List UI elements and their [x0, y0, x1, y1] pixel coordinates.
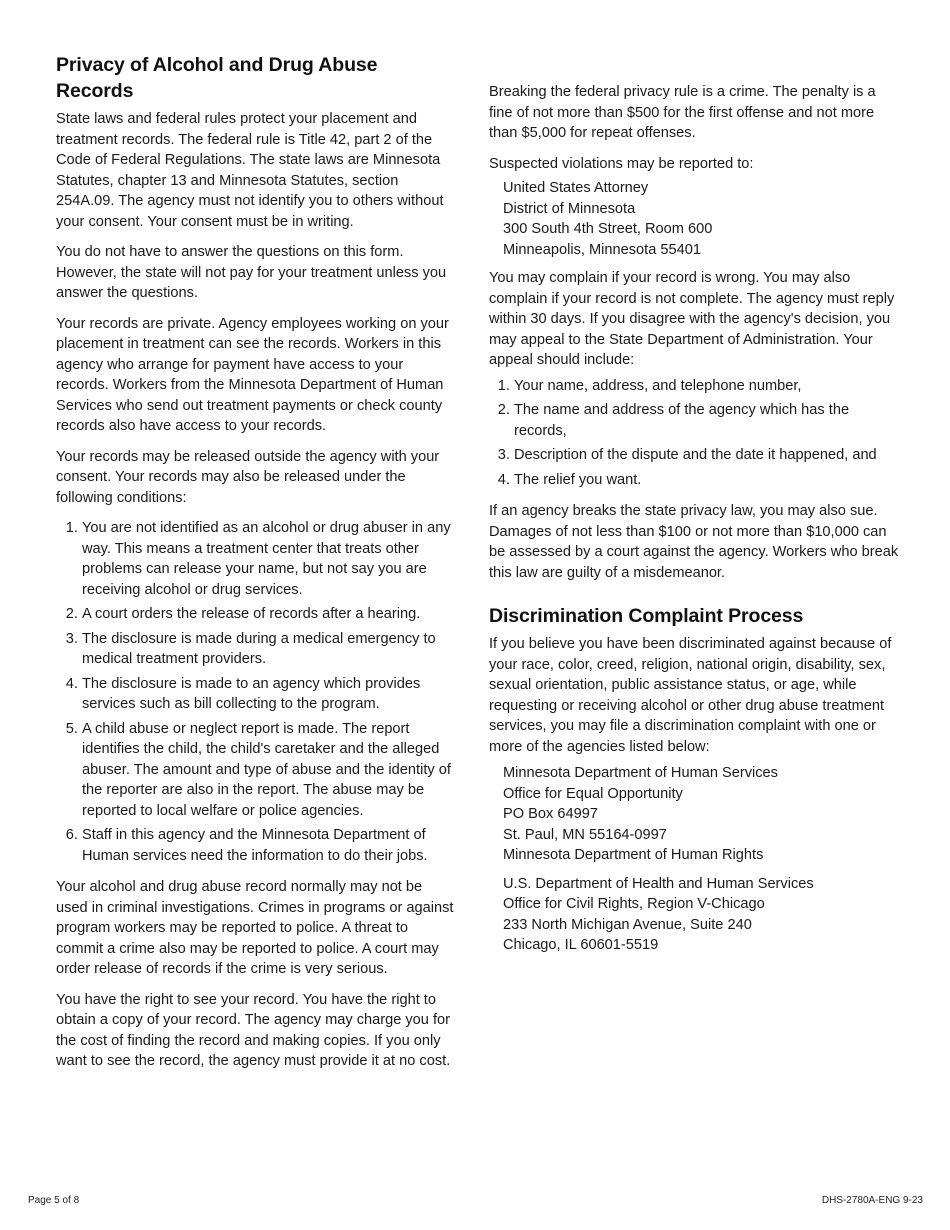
- attorney-address: [503, 178, 901, 260]
- paragraph-sue: If an agency breaks the state privacy law, you may also sue. Damages of not less than $100 or not more than $10,000 can be assessed by a court against the agency. Workers who break this law are guilty of a misdemeanor.: [489, 503, 899, 581]
- paragraph-complain: You may complain if your record is wrong. You may also complain if your record is not complete. The agency must reply within 30 days. If you disagree with the agency's decision, you may appeal to the State Department of Administration. Your appeal should include:: [489, 270, 895, 368]
- list-item: 1. You are not identified as an alcohol or drug abuser in any way. This means a treatment center that treats other problems can release your name, but not say you are receiving alcohol or drug services.: [82, 518, 456, 600]
- address-line: Chicago, IL 60601-5519: [503, 937, 659, 953]
- right-column: [489, 82, 901, 964]
- section-title-discrimination: Discrimination Complaint Process: [489, 605, 804, 627]
- list-item: 2. A court orders the release of records after a hearing.: [82, 604, 456, 625]
- address-line: Minnesota Department of Human Services: [503, 765, 778, 781]
- appeal-list: [489, 376, 901, 491]
- conditions-list: [56, 518, 456, 866]
- address-line: District of Minnesota: [503, 200, 636, 217]
- left-column: [56, 52, 456, 1082]
- address-line: 233 North Michigan Avenue, Suite 240: [503, 916, 752, 933]
- paragraph-questions: You do not have to answer the questions on this form. However, the state will not pay for your treatment unless you answer the questions.: [56, 244, 447, 301]
- list-item: 6. Staff in this agency and the Minnesota Department of Human services need the information to do their jobs.: [82, 825, 456, 866]
- paragraph-laws: State laws and federal rules protect your placement and treatment records. The federal rule is Title 42, part 2 of the Code of Federal Regulations. The state laws are Minnesota Statutes, chapter 13 and Minnesota Statutes, section 254A.09. The agency must not identify you to others without your consent. Your consent must be in writing.: [56, 111, 444, 230]
- list-item: 4. The relief you want.: [514, 470, 901, 491]
- paragraph-release-conditions: Your records may be released outside the agency with your consent. Your records may also be released under the following conditions:: [56, 448, 440, 506]
- hhs-address: [503, 874, 901, 956]
- form-number: DHS-2780A-ENG 9-23: [821, 1195, 923, 1206]
- paragraph-right-to-see: You have the right to see your record. You have the right to obtain a copy of your record. The agency may charge you for the cost of finding the record and making copies. If you only want to see the record, the agency must provide it at no cost.: [56, 991, 451, 1069]
- address-line: Minneapolis, Minnesota 55401: [503, 241, 701, 258]
- address-line: Office for Equal Opportunity: [503, 785, 683, 802]
- list-item: 1. Your name, address, and telephone number,: [514, 376, 901, 397]
- paragraph-report-violations: Suspected violations may be reported to:: [489, 155, 754, 172]
- list-item: 2. The name and address of the agency which has the records,: [514, 400, 901, 441]
- address-line: Office for Civil Rights, Region V-Chicago: [503, 896, 765, 912]
- address-line: 300 South 4th Street, Room 600: [503, 221, 713, 237]
- address-line: Minnesota Department of Human Rights: [503, 847, 764, 863]
- address-line: United States Attorney: [503, 180, 649, 196]
- page-number: Page 5 of 8: [28, 1195, 80, 1206]
- dhs-address: [503, 763, 901, 866]
- paragraph-penalty: Breaking the federal privacy rule is a crime. The penalty is a fine of not more than $500 for the first offense and not more than $5,000 for repeat offenses.: [489, 84, 876, 141]
- address-line: PO Box 64997: [503, 806, 598, 822]
- list-item: 5. A child abuse or neglect report is made. The report identifies the child, the child's caretaker and the alleged abuser. The amount and type of abuse and the identity of the reporter are also in the report. The abuse may be reported to local welfare or police agencies.: [82, 719, 456, 822]
- list-item: 3. The disclosure is made during a medical emergency to medical treatment providers.: [82, 629, 456, 670]
- paragraph-private-records: Your records are private. Agency employees working on your placement in treatment can see the records. Workers in this agency who arrange for payment have access to your records. Workers from the Minnesota Department of Human Services who send out treatment payments or check county records also have access to your records.: [56, 315, 449, 434]
- list-item: 4. The disclosure is made to an agency which provides services such as bill collecting to the program.: [82, 674, 456, 715]
- paragraph-discrimination: If you believe you have been discriminated against because of your race, color, creed, religion, national origin, disability, sex, sexual orientation, public assistance status, or age, while requesting or receiving alcohol or other drug abuse treatment services, you may file a discrimination complaint with one or more of the agencies listed below:: [489, 636, 892, 755]
- paragraph-criminal-investigations: Your alcohol and drug abuse record normally may not be used in criminal investigations. Crimes in programs or against program workers may be reported to police. A threat to commit a crime also may be reported to police. A court may order release of records if the crime is very serious.: [56, 879, 454, 977]
- address-line: St. Paul, MN 55164-0997: [503, 826, 667, 843]
- section-title-privacy: Privacy of Alcohol and Drug Abuse Records: [56, 54, 378, 102]
- list-item: 3. Description of the dispute and the date it happened, and: [514, 445, 901, 466]
- address-line: U.S. Department of Health and Human Services: [503, 875, 814, 892]
